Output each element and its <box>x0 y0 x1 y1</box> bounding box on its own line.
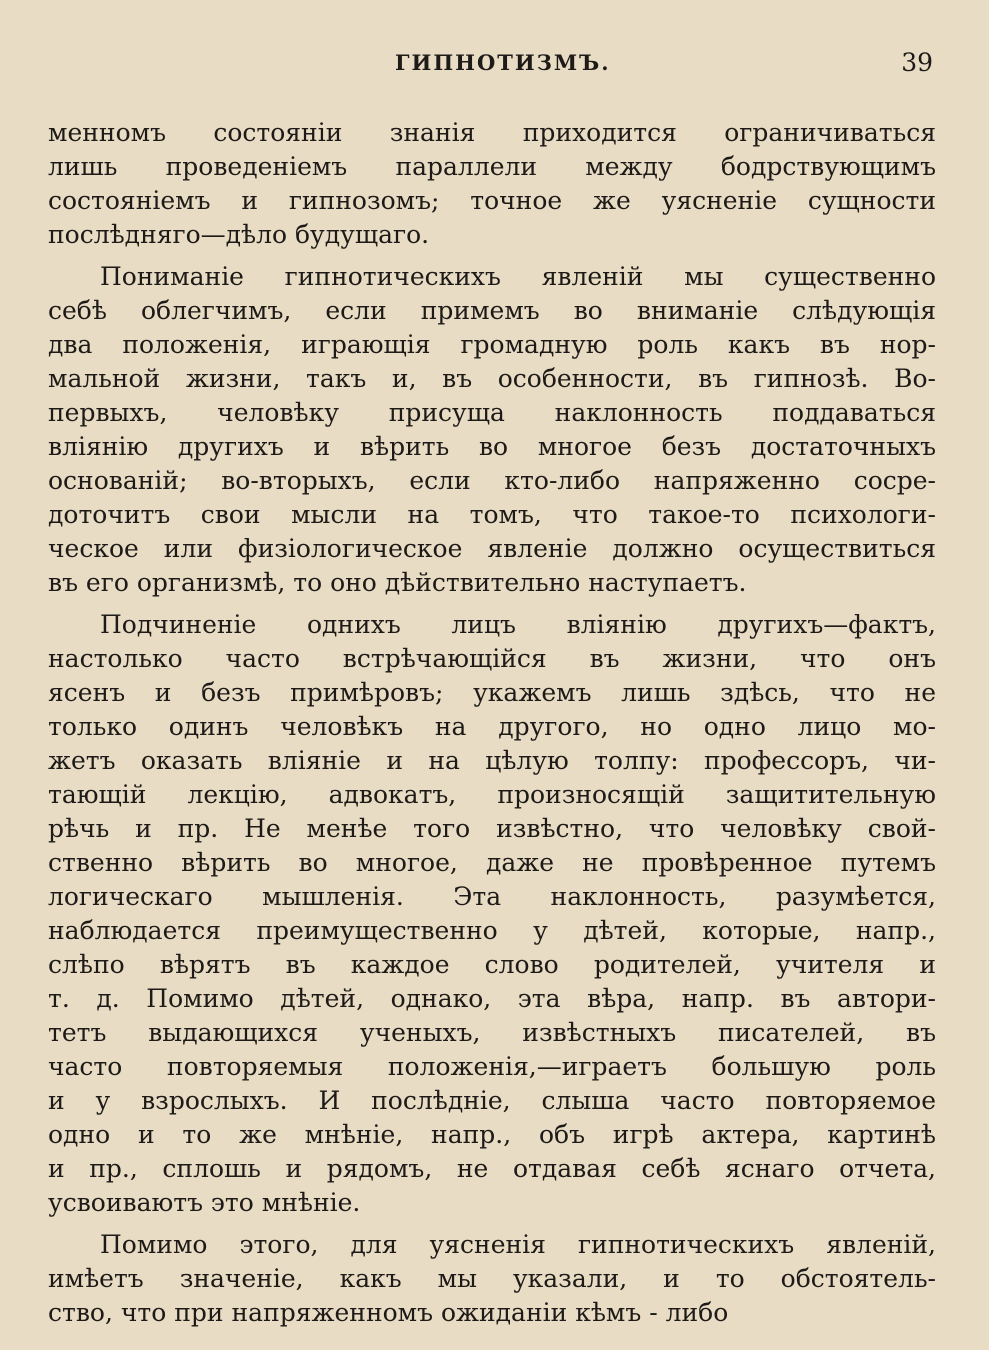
text-line: т. д. Помимо дѣтей, однако, эта вѣра, напр. въ автори- <box>48 984 936 1013</box>
text-line: жетъ оказать вліяніе и на цѣлую толпу: профессоръ, чи- <box>48 746 936 775</box>
text-line: только одинъ человѣкъ на другого, но одно лицо мо- <box>48 712 936 741</box>
text-line: часто повторяемыя положенія,—играетъ большую роль <box>48 1052 936 1081</box>
paragraph <box>48 608 936 1220</box>
text-line: тетъ выдающихся ученыхъ, извѣстныхъ писателей, въ <box>48 1018 936 1047</box>
text-line: состояніемъ и гипнозомъ; точное же уясненіе сущности <box>48 186 936 215</box>
text-line: имѣетъ значеніе, какъ мы указали, и то обстоятель- <box>48 1264 936 1293</box>
text-line: два положенія, играющія громадную роль какъ въ нор- <box>48 330 936 359</box>
text-line: слѣпо вѣрятъ въ каждое слово родителей, учителя и <box>48 950 936 979</box>
text-line: вліянію другихъ и вѣрить во многое безъ достаточныхъ <box>48 432 936 461</box>
text-line: основаній; во-вторыхъ, если кто-либо напряженно сосре- <box>48 466 936 495</box>
text-line: одно и то же мнѣніе, напр., объ игрѣ актера, картинѣ <box>48 1120 936 1149</box>
text-line: лишь проведеніемъ параллели между бодрствующимъ <box>48 152 936 181</box>
running-title: ГИПНОТИЗМЪ. <box>395 50 611 75</box>
text-line: и у взрослыхъ. И послѣдніе, слыша часто повторяемое <box>48 1086 936 1115</box>
text-line: первыхъ, человѣку присуща наклонность поддаваться <box>48 398 936 427</box>
paragraph <box>48 1228 936 1330</box>
body-text <box>48 116 936 1330</box>
paragraph <box>48 116 936 252</box>
text-line: рѣчь и пр. Не менѣе того извѣстно, что человѣку свой- <box>48 814 936 843</box>
text-line: доточитъ свои мысли на томъ, что такое-то психологи- <box>48 500 936 529</box>
page-header <box>0 48 989 82</box>
text-line: Помимо этого, для уясненія гипнотическихъ явленій, <box>100 1230 936 1259</box>
page-number: 39 <box>901 48 933 77</box>
text-line: ство, что при напряженномъ ожиданіи кѣмъ - либо <box>48 1298 729 1327</box>
text-line: логическаго мышленія. Эта наклонность, разумѣется, <box>48 882 936 911</box>
text-line: себѣ облегчимъ, если примемъ во вниманіе слѣдующія <box>48 296 936 325</box>
text-line: менномъ состояніи знанія приходится ограничиваться <box>48 118 936 147</box>
paragraph <box>48 260 936 600</box>
text-line: тающій лекцію, адвокатъ, произносящій защитительную <box>48 780 936 809</box>
text-line: въ его организмѣ, то оно дѣйствительно наступаетъ. <box>48 568 747 597</box>
text-line: ческое или физіологическое явленіе должно осуществиться <box>48 534 936 563</box>
text-line: Подчиненіе однихъ лицъ вліянію другихъ—фактъ, <box>100 610 936 639</box>
text-line: послѣдняго—дѣло будущаго. <box>48 220 430 249</box>
text-line: и пр., сплошь и рядомъ, не отдавая себѣ яснаго отчета, <box>48 1154 936 1183</box>
text-line: Пониманіе гипнотическихъ явленій мы существенно <box>100 262 936 291</box>
text-line: ясенъ и безъ примѣровъ; укажемъ лишь здѣсь, что не <box>48 678 936 707</box>
text-line: усвоиваютъ это мнѣніе. <box>48 1188 361 1217</box>
text-line: наблюдается преимущественно у дѣтей, которые, напр., <box>48 916 936 945</box>
text-line: мальной жизни, такъ и, въ особенности, въ гипнозѣ. Во- <box>48 364 936 393</box>
text-line: ственно вѣрить во многое, даже не провѣренное путемъ <box>48 848 936 877</box>
text-line: настолько часто встрѣчающійся въ жизни, что онъ <box>48 644 936 673</box>
